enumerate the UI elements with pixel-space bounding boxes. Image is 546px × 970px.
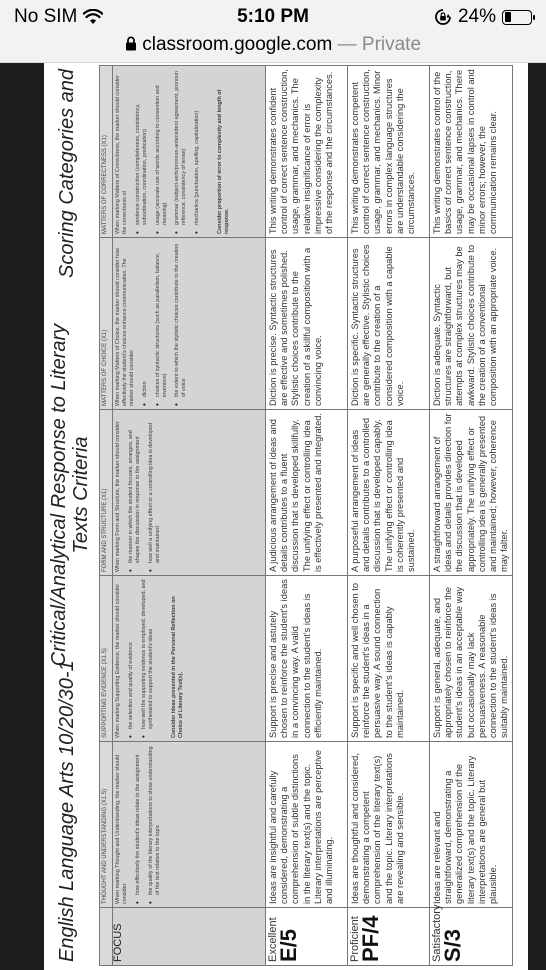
level-code: E/5 [276, 928, 302, 962]
focus-intro: When marking Matters of Choice, the marker should consider how effectively the student's choices enhance communication. The marker should consider [115, 248, 135, 406]
level-row-proficient [348, 66, 430, 966]
level-label [430, 904, 513, 966]
descriptor-cell: Diction is adequate. Syntactic structures are straightforward, but attempts at complex structures may be awkward. Stylistic choices contribute to the creation of a conventional composition with an appropriate voice. [430, 238, 513, 410]
level-word: Proficient [349, 916, 361, 962]
focus-note: Consider ideas presented in the Personal Reflection on Choice of Literary Text(s). [170, 596, 184, 738]
focus-intro: When marking Thought and Understanding, the marker should consider [115, 754, 128, 904]
header-corner [100, 908, 113, 966]
carrier-label: No SIM [14, 6, 78, 27]
focus-bullet: • mechanics (punctuation, spelling, capitalization) [194, 69, 201, 225]
focus-row [113, 66, 266, 966]
column-header: FORM AND STRUCTURE (X1) [100, 410, 113, 576]
descriptor-cell: Ideas are relevant and straightforward, demonstrating a generalized comprehension of the literary text(s) and the topic. Literary interpretations are general but plausible. [430, 742, 513, 908]
focus-label: FOCUS [113, 908, 266, 966]
battery-fill [505, 12, 511, 22]
focus-bullet: • usage (accurate use of words according to convention and meaning) [155, 69, 169, 225]
rubric-page [44, 63, 528, 970]
focus-intro: When marking Form and Structure, the marker should consider [115, 421, 121, 572]
focus-cell [113, 576, 266, 742]
column-header: MATTERS OF CORRECTNESS (X1) [100, 66, 113, 238]
page-border-right [528, 63, 546, 970]
descriptor-cell: Diction is specific. Syntactic structures are generally effective. Stylistic choices contribute to the creation of a considered composition with a capable voice. [348, 238, 430, 410]
status-bar [0, 0, 546, 34]
level-word: Excellent [267, 917, 279, 962]
descriptor-cell: Support is precise and astutely chosen to reinforce the student's ideas in a convincing way. A valid connection to the student's ideas is efficiently maintained. [266, 576, 348, 742]
focus-bullet: • sentence construction (completeness, consistency, subordination, coordination, predication) [135, 69, 149, 225]
orientation-lock-icon [434, 8, 452, 26]
descriptor-cell: Ideas are thoughtful and considered, demonstrating a competent comprehension of the literary text(s) and the topic. Literary interpretations are revealing and sensible. [348, 742, 430, 908]
column-header-row [100, 66, 113, 966]
focus-bullet: • the manner in which the student focuses, arranges, and shapes the discussion in response to the assignment [128, 413, 142, 563]
descriptor-cell: Ideas are insightful and carefully considered, demonstrating a comprehension of subtle distinctions in the literary text(s) and the topic. Literary interpretations are perceptive and illuminating. [266, 742, 348, 908]
document-viewport[interactable] [44, 63, 528, 970]
descriptor-cell: A judicious arrangement of ideas and details contributes to a fluent discussion that is developed skillfully. The unifying effect or controlling idea is effectively presented and integrated. [266, 410, 348, 576]
rubric-title: Critical/Analytical Response to Literary Texts Criteria [48, 323, 92, 667]
focus-bullet: • choices of syntactic structures (such as parallelism, balance, inversion) [155, 241, 169, 397]
focus-cell [113, 66, 266, 238]
descriptor-cell: Support is specific and well chosen to reinforce the student's ideas in a persuasive way. A sound connection to the student's ideas is capably maintained. [348, 576, 430, 742]
level-code: PF/4 [358, 915, 384, 962]
rubric-table [99, 65, 513, 966]
focus-bullet: • the quality of the literary interpretations to show understanding of the text relative to the topic [148, 745, 162, 895]
battery-icon [502, 10, 532, 25]
clock: 5:10 PM [237, 6, 309, 27]
focus-cell [113, 410, 266, 576]
focus-cell [113, 742, 266, 908]
battery-percent: 24% [457, 6, 496, 27]
column-header: MATTERS OF CHOICE (X1) [100, 238, 113, 410]
focus-bullet: • how well the supporting evidence is employed, developed, and synthesized to support the student's ideas [141, 579, 155, 729]
url-domain: classroom.google.com [142, 34, 333, 55]
focus-note: Consider proportion of error to complexity and length of response. [217, 89, 231, 234]
descriptor-cell: Diction is precise. Syntactic structures are effective and sometimes polished. Stylistic choices contribute to the creation of a skillful composition with a convincing voice. [266, 238, 348, 410]
level-label [348, 908, 430, 966]
document-title-bar [48, 63, 96, 970]
url-separator: — [337, 34, 357, 55]
focus-bullet: • diction [142, 241, 149, 397]
page-border-left [0, 63, 44, 970]
scoring-title: Scoring Categories and [56, 69, 78, 279]
status-right [434, 6, 532, 28]
column-header: SUPPORTING EVIDENCE (X1.5) [100, 576, 113, 742]
descriptor-cell: This writing demonstrates confident control of correct sentence construction, usage, grammar, and mechanics. The relative insignificance of error is impressive considering the complexity of the response and the circumstances. [266, 66, 348, 238]
focus-intro: When marking Supporting Evidence, the marker should consider [115, 583, 121, 738]
level-row-excellent [266, 66, 348, 966]
url-bar[interactable] [0, 34, 546, 63]
focus-cell [113, 238, 266, 410]
focus-bullet: • the selection and quality of evidence [128, 579, 135, 729]
level-row-satisfactory [430, 66, 513, 966]
descriptor-cell: A purposeful arrangement of ideas and details contributes to a controlled discussion that is developed capably. The unifying effect or controlling idea is coherently presented and sustained. [348, 410, 430, 576]
focus-bullet: • the extent to which the stylistic choices contribute to the creation of voice [174, 241, 188, 397]
descriptor-cell: A straightforward arrangement of ideas and details provides direction for the discussion that is developed appropriately. The unifying effect or controlling idea is generally presented and maintained; however, coherence may falter. [430, 410, 513, 576]
level-code: S/3 [440, 928, 466, 962]
descriptor-cell: This writing demonstrates control of the basics of correct sentence construction, usage, grammar, and mechanics. There may be occasional lapses in control and minor errors; however, the communication remains clear. [430, 66, 513, 238]
descriptor-cell: This writing demonstrates competent control of correct sentence construction, usage, grammar, and mechanics. Minor errors in complex language structures are understandable considering the circumstances. [348, 66, 430, 238]
level-label [266, 908, 348, 966]
focus-bullet: • grammar (subject-verb/pronoun-antecedent agreement, pronoun reference, consistency of tense) [174, 69, 188, 225]
focus-bullet: • how well a unifying effect or a controlling idea is developed and maintained [148, 413, 162, 563]
column-header: THOUGHT AND UNDERSTANDING (X1.5) [100, 742, 113, 908]
focus-bullet: • how effectively the student's ideas relate to the assignment [135, 745, 142, 895]
focus-intro: When marking Matters of Correctness, the marker should consider the correctness of [115, 75, 128, 234]
course-title: English Language Arts 10/20/30-1 [56, 660, 78, 962]
private-label: Private [361, 34, 422, 55]
descriptor-cell: Support is general, adequate, and appropriately chosen to reinforce the student's ideas in an acceptable way but occasionally may lack persuasiveness. A reasonable connection to the student's ideas is suitably maintained. [430, 576, 513, 742]
level-word: Satisfactory [431, 904, 443, 962]
padlock-icon [125, 36, 137, 51]
